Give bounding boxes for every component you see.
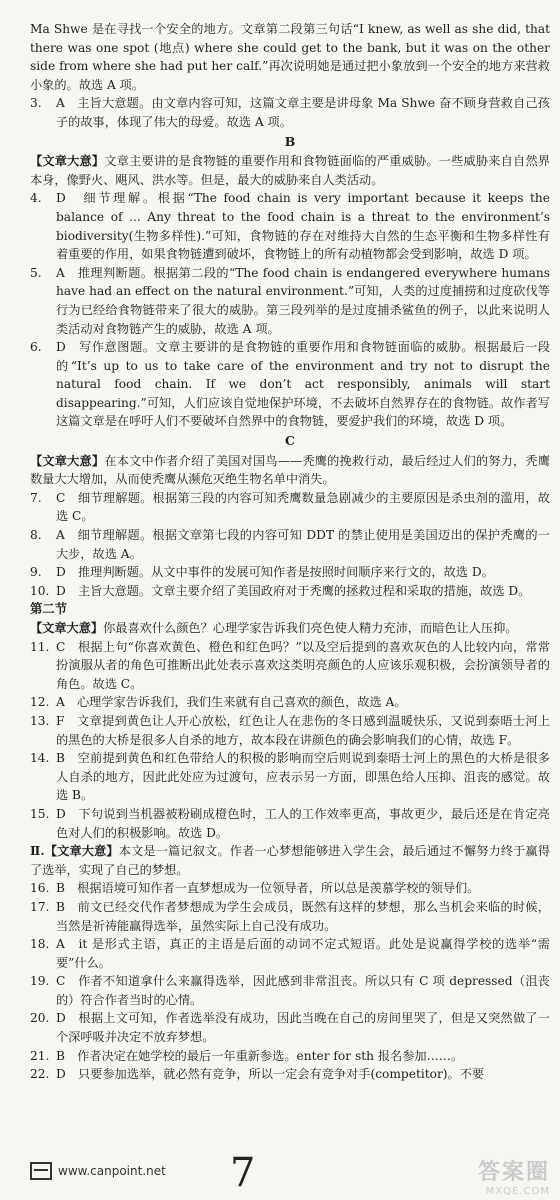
item-text: B 根据语境可知作者一直梦想成为一位领导者，所以总是羡慕学校的领导们。 — [56, 881, 480, 896]
summary-b — [30, 152, 550, 189]
item-text: A 推理判断题。根据第二段的“The food chain is endangered everywhere humans have had an effect on the natural environment.”可知，人类的过度捕捞和过度砍伐等行为已经给食物链带来了很大的威胁。第三段列举的是过度捕杀鲨鱼的例子，以此来说明人类活动对食物链产生的威胁，故选 A 项。 — [56, 265, 550, 336]
answer-item — [30, 749, 550, 805]
item-text: A it 是形式主语，真正的主语是后面的动词不定式短语。此处是说赢得学校的选举“需要”什么。 — [56, 937, 550, 970]
answer-item — [30, 1009, 550, 1046]
item-number: 10. — [30, 583, 50, 598]
item-number: 18. — [30, 937, 50, 952]
summary-ii — [30, 842, 550, 879]
watermark — [478, 1155, 550, 1197]
item-text: D 写作意图题。文章主要讲的是食物链的重要作用和食物链面临的威胁。根据最后一段的“It’s up to us to take care of the environment and try not to disrupt the natural food chain. If we don’t act responsibly, animals will start disappearing.”可知，人们应该自觉地保护环境，不去破坏自然界存在的食物链。故作者写这篇文章是在呼吁人们不要破坏自然界中的食物链，要爱护我们的环境，故选 D 项。 — [56, 340, 550, 429]
page-content — [30, 20, 550, 1084]
answer-item — [30, 338, 550, 431]
item-text: D 主旨大意题。文章主要介绍了美国政府对于秃鹰的拯救过程和采取的措施，故选 D。 — [56, 583, 531, 598]
item-number: 19. — [30, 974, 50, 989]
canpoint-logo-icon — [30, 1162, 52, 1180]
summary-c — [30, 452, 550, 489]
footer — [30, 1162, 166, 1180]
answer-item — [30, 526, 550, 563]
item-text: F 文章提到黄色让人开心放松，红色让人在悲伤的冬日感到温暖快乐，又说到泰晤士河上的黑色的大桥是很多人自杀的地方，故本段在讲颜色的确会影响我们的心情，故选 F。 — [56, 713, 550, 747]
summary-tag: 【文章大意】 — [30, 154, 105, 169]
item-text: A 细节理解题。根据文章第七段的内容可知 DDT 的禁止使用是美国迈出的保护秃鹰的一大步，故选 A。 — [56, 528, 550, 561]
paragraph-continuation: Ma Shwe 是在寻找一个安全的地方。文章第二段第三句话“I knew, as well as she did, that there was one spot (地点) where she could get to the bank, but it was on the other side from where she had put her calf.”再次说明她是通过把小象放到一个安全的地方来营救小象的。故选 A 项。 — [30, 22, 550, 92]
item-number: 20. — [30, 1011, 50, 1026]
item-text: D 下句说到当机器被粉刷成橙色时，工人的工作效率更高，事故更少，最后还是在肯定亮色对人们的积极影响。故选 D。 — [56, 806, 550, 840]
item-number: 6. — [30, 340, 42, 355]
answer-item — [30, 712, 550, 749]
item-number: 21. — [30, 1048, 50, 1063]
summary-text: 你最喜欢什么颜色？心理学家告诉我们亮色使人精力充沛，而暗色让人压抑。 — [103, 621, 518, 635]
item-text: C 作者不知道拿什么来赢得选举，因此感到非常沮丧。所以只有 C 项 depressed（沮丧的）符合作者当时的心情。 — [56, 974, 550, 1007]
summary-tag: 【文章大意】 — [44, 844, 119, 859]
item-number: 16. — [30, 881, 50, 896]
page-number: 7 — [230, 1150, 256, 1196]
answer-item — [30, 638, 550, 694]
answer-item — [30, 972, 550, 1009]
item-text: D 根据上文可知，作者选举没有成功，因此当晚在自己的房间里哭了，但是又突然做了一个深呼吸并决定不放弃梦想。 — [56, 1011, 550, 1045]
answer-item — [30, 94, 550, 131]
answer-item — [30, 898, 550, 935]
item-text: B 前文已经交代作者梦想成为学生会成员，既然有这样的梦想，那么当机会来临的时候，当然是祈祷能赢得选举，虽然实际上自己没有成功。 — [56, 899, 550, 933]
summary-text: 本文是一篇记叙文。作者一心梦想能够进入学生会，最后通过不懈努力终于赢得了选举，实现了自己的梦想。 — [30, 844, 551, 877]
answer-item — [30, 935, 550, 972]
item-text: B 作者决定在她学校的最后一年重新参选。enter for sth 报名参加……。 — [56, 1048, 464, 1063]
watermark-logo-text: 答案圈 — [477, 1160, 550, 1185]
answer-item — [30, 264, 550, 338]
item-text: D 细节理解。根据“The food chain is very important because it keeps the balance of ... Any threat to the food chain is a threat to the environment’s biodiversity(生物多样性).”可知，食物链的存在对维持大自然的生态平衡和生物多样性有着重要的作用，如果食物链遭到破坏，食物链上的所有动植物都会受到影响，故选 D 项。 — [56, 191, 550, 262]
item-number: 12. — [30, 695, 50, 710]
summary-tag: 【文章大意】 — [30, 621, 104, 635]
answer-item — [30, 489, 550, 526]
item-number: 14. — [30, 751, 50, 766]
answer-item — [30, 805, 550, 842]
item-text: C 细节理解题。根据第三段的内容可知秃鹰数量急剧减少的主要原因是杀虫剂的滥用，故选 C。 — [56, 490, 550, 524]
section-2-title: 第二节 — [30, 601, 68, 617]
answer-item — [30, 189, 550, 263]
item-number: 13. — [30, 713, 50, 728]
section-c-label: C — [285, 433, 295, 449]
footer-url[interactable]: www.canpoint.net — [58, 1164, 166, 1178]
answer-item — [30, 693, 550, 712]
item-text: B 空前提到黄色和红色带给人的积极的影响而空后则说到泰晤士河上的黑色的大桥是很多人自杀的地方，因此此处应为过渡句，应表示另一方面，即黑色给人压抑、沮丧的感觉。故选 B。 — [56, 751, 550, 803]
item-text: C 根据上句“你喜欢黄色、橙色和红色吗？”以及空后提到的喜欢灰色的人比较内向，常常扮演服从者的角色可推断出此处表示喜欢这类明亮颜色的人应该乐观积极，会扮演领导者的角色。故选 C。 — [56, 639, 550, 691]
item-text: D 推理判断题。从文中事件的发展可知作者是按照时间顺序来行文的，故选 D。 — [56, 565, 494, 580]
section-b-label: B — [284, 133, 296, 149]
summary-text: 在本文中作者介绍了美国对国鸟——秃鹰的挽救行动，最后经过人们的努力，秃鹰数量大大增加，从而使秃鹰从濒危灭绝生物名单中消失。 — [30, 453, 550, 487]
answer-item — [30, 1047, 550, 1066]
item-number: 22. — [30, 1067, 50, 1082]
summary-tag: 【文章大意】 — [30, 453, 105, 468]
item-number: 5. — [30, 265, 42, 280]
item-number: 15. — [30, 806, 50, 821]
item-number: 8. — [30, 528, 42, 543]
item-number: 17. — [30, 899, 50, 914]
section-ii-label: Ⅱ. — [30, 844, 45, 859]
item-number: 3. — [30, 96, 42, 111]
answer-item — [30, 1065, 550, 1084]
item-text: A 主旨大意题。由文章内容可知，这篇文章主要是讲母象 Ma Shwe 奋不顾身营救自己孩子的故事，体现了伟大的母爱。故选 A 项。 — [56, 96, 550, 129]
item-number: 9. — [30, 565, 42, 580]
answer-item — [30, 879, 550, 898]
item-number: 4. — [30, 191, 42, 206]
item-number: 11. — [30, 639, 50, 654]
summary-text: 文章主要讲的是食物链的重要作用和食物链面临的严重威胁。一些威胁来自自然界本身，像野火、飓风、洪水等。但是，最大的威胁来自人类活动。 — [30, 154, 551, 187]
answer-item — [30, 563, 550, 582]
item-text: A 心理学家告诉我们，我们生来就有自己喜欢的颜色，故选 A。 — [56, 695, 407, 710]
summary-s2 — [30, 619, 550, 638]
answer-item — [30, 582, 550, 601]
watermark-url: MXQE.COM — [485, 1186, 550, 1197]
item-text: D 只要参加选举，就必然有竞争，所以一定会有竞争对手(competitor)。不要 — [56, 1067, 485, 1082]
item-number: 7. — [30, 490, 42, 505]
